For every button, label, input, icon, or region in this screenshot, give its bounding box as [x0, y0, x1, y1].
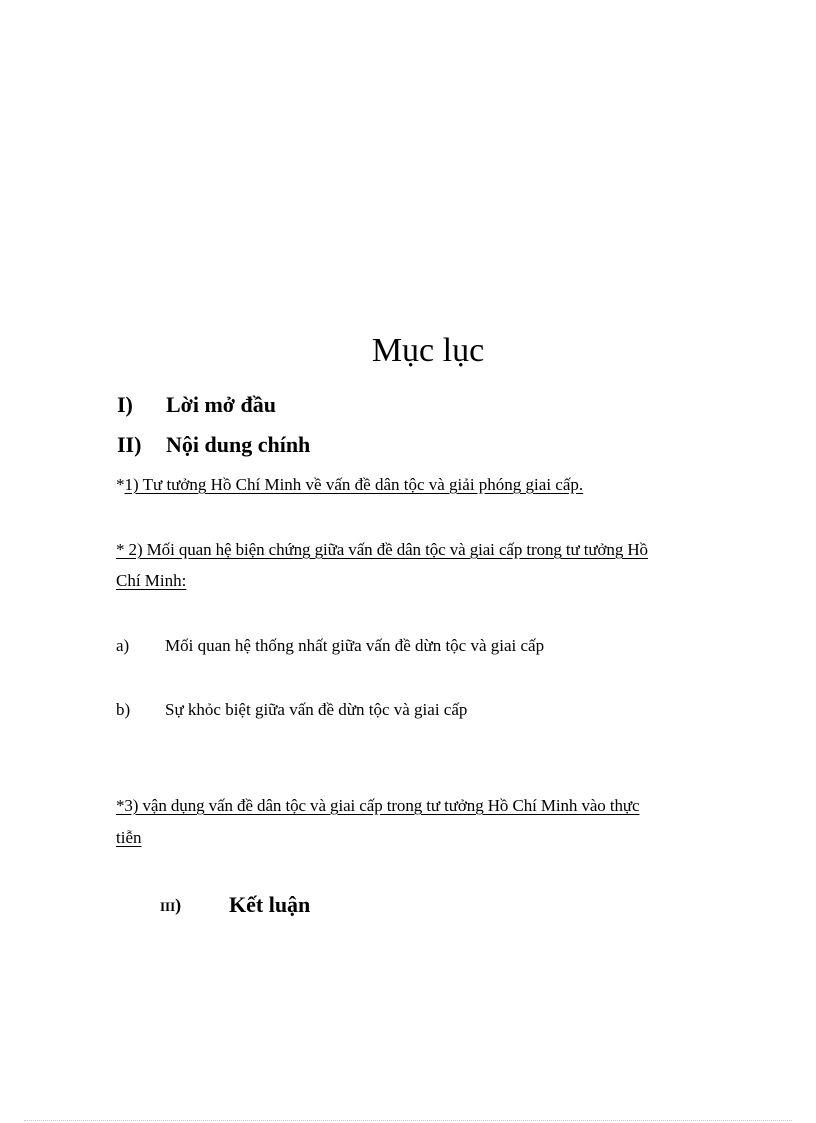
- page-title: Mục lục: [371, 332, 485, 369]
- toc-item-1: [116, 474, 583, 496]
- section-1-number: I): [117, 392, 133, 417]
- toc-sub-a-text: Mối quan hệ thống nhất giữa vấn đề dừn tộc và giai cấp: [165, 636, 545, 655]
- section-3-title: Kết luận: [229, 892, 311, 917]
- toc-sub-b-text: Sự khỏc biệt giữa vấn đề dừn tộc và giai cấp: [165, 700, 468, 719]
- toc-item-3-line-1: *3) vận dụng vấn đề dân tộc và giai cấp trong tư tưởng Hồ Chí Minh vào thực: [116, 796, 640, 815]
- toc-item-3-line-2: tiễn: [116, 828, 142, 847]
- section-2-number: II): [117, 432, 142, 457]
- toc-sub-a-label: a): [116, 636, 130, 655]
- section-1-title: Lời mở đầu: [166, 392, 276, 417]
- toc-item-1-text: 1) Tư tưởng Hồ Chí Minh về vấn đề dân tộc và giải phóng giai cấp.: [124, 475, 584, 494]
- page-bottom-divider: [24, 1120, 792, 1121]
- section-2-title: Nội dung chính: [166, 432, 311, 457]
- section-3-number: iii): [160, 895, 182, 915]
- toc-item-2-line-2: Chí Minh:: [116, 571, 187, 590]
- toc-item-2-line-1: * 2) Mối quan hệ biện chứng giữa vấn đề dân tộc và giai cấp trong tư tưởng Hồ: [116, 540, 648, 559]
- toc-sub-b-label: b): [116, 700, 131, 719]
- toc-item-1-prefix: *: [116, 475, 125, 494]
